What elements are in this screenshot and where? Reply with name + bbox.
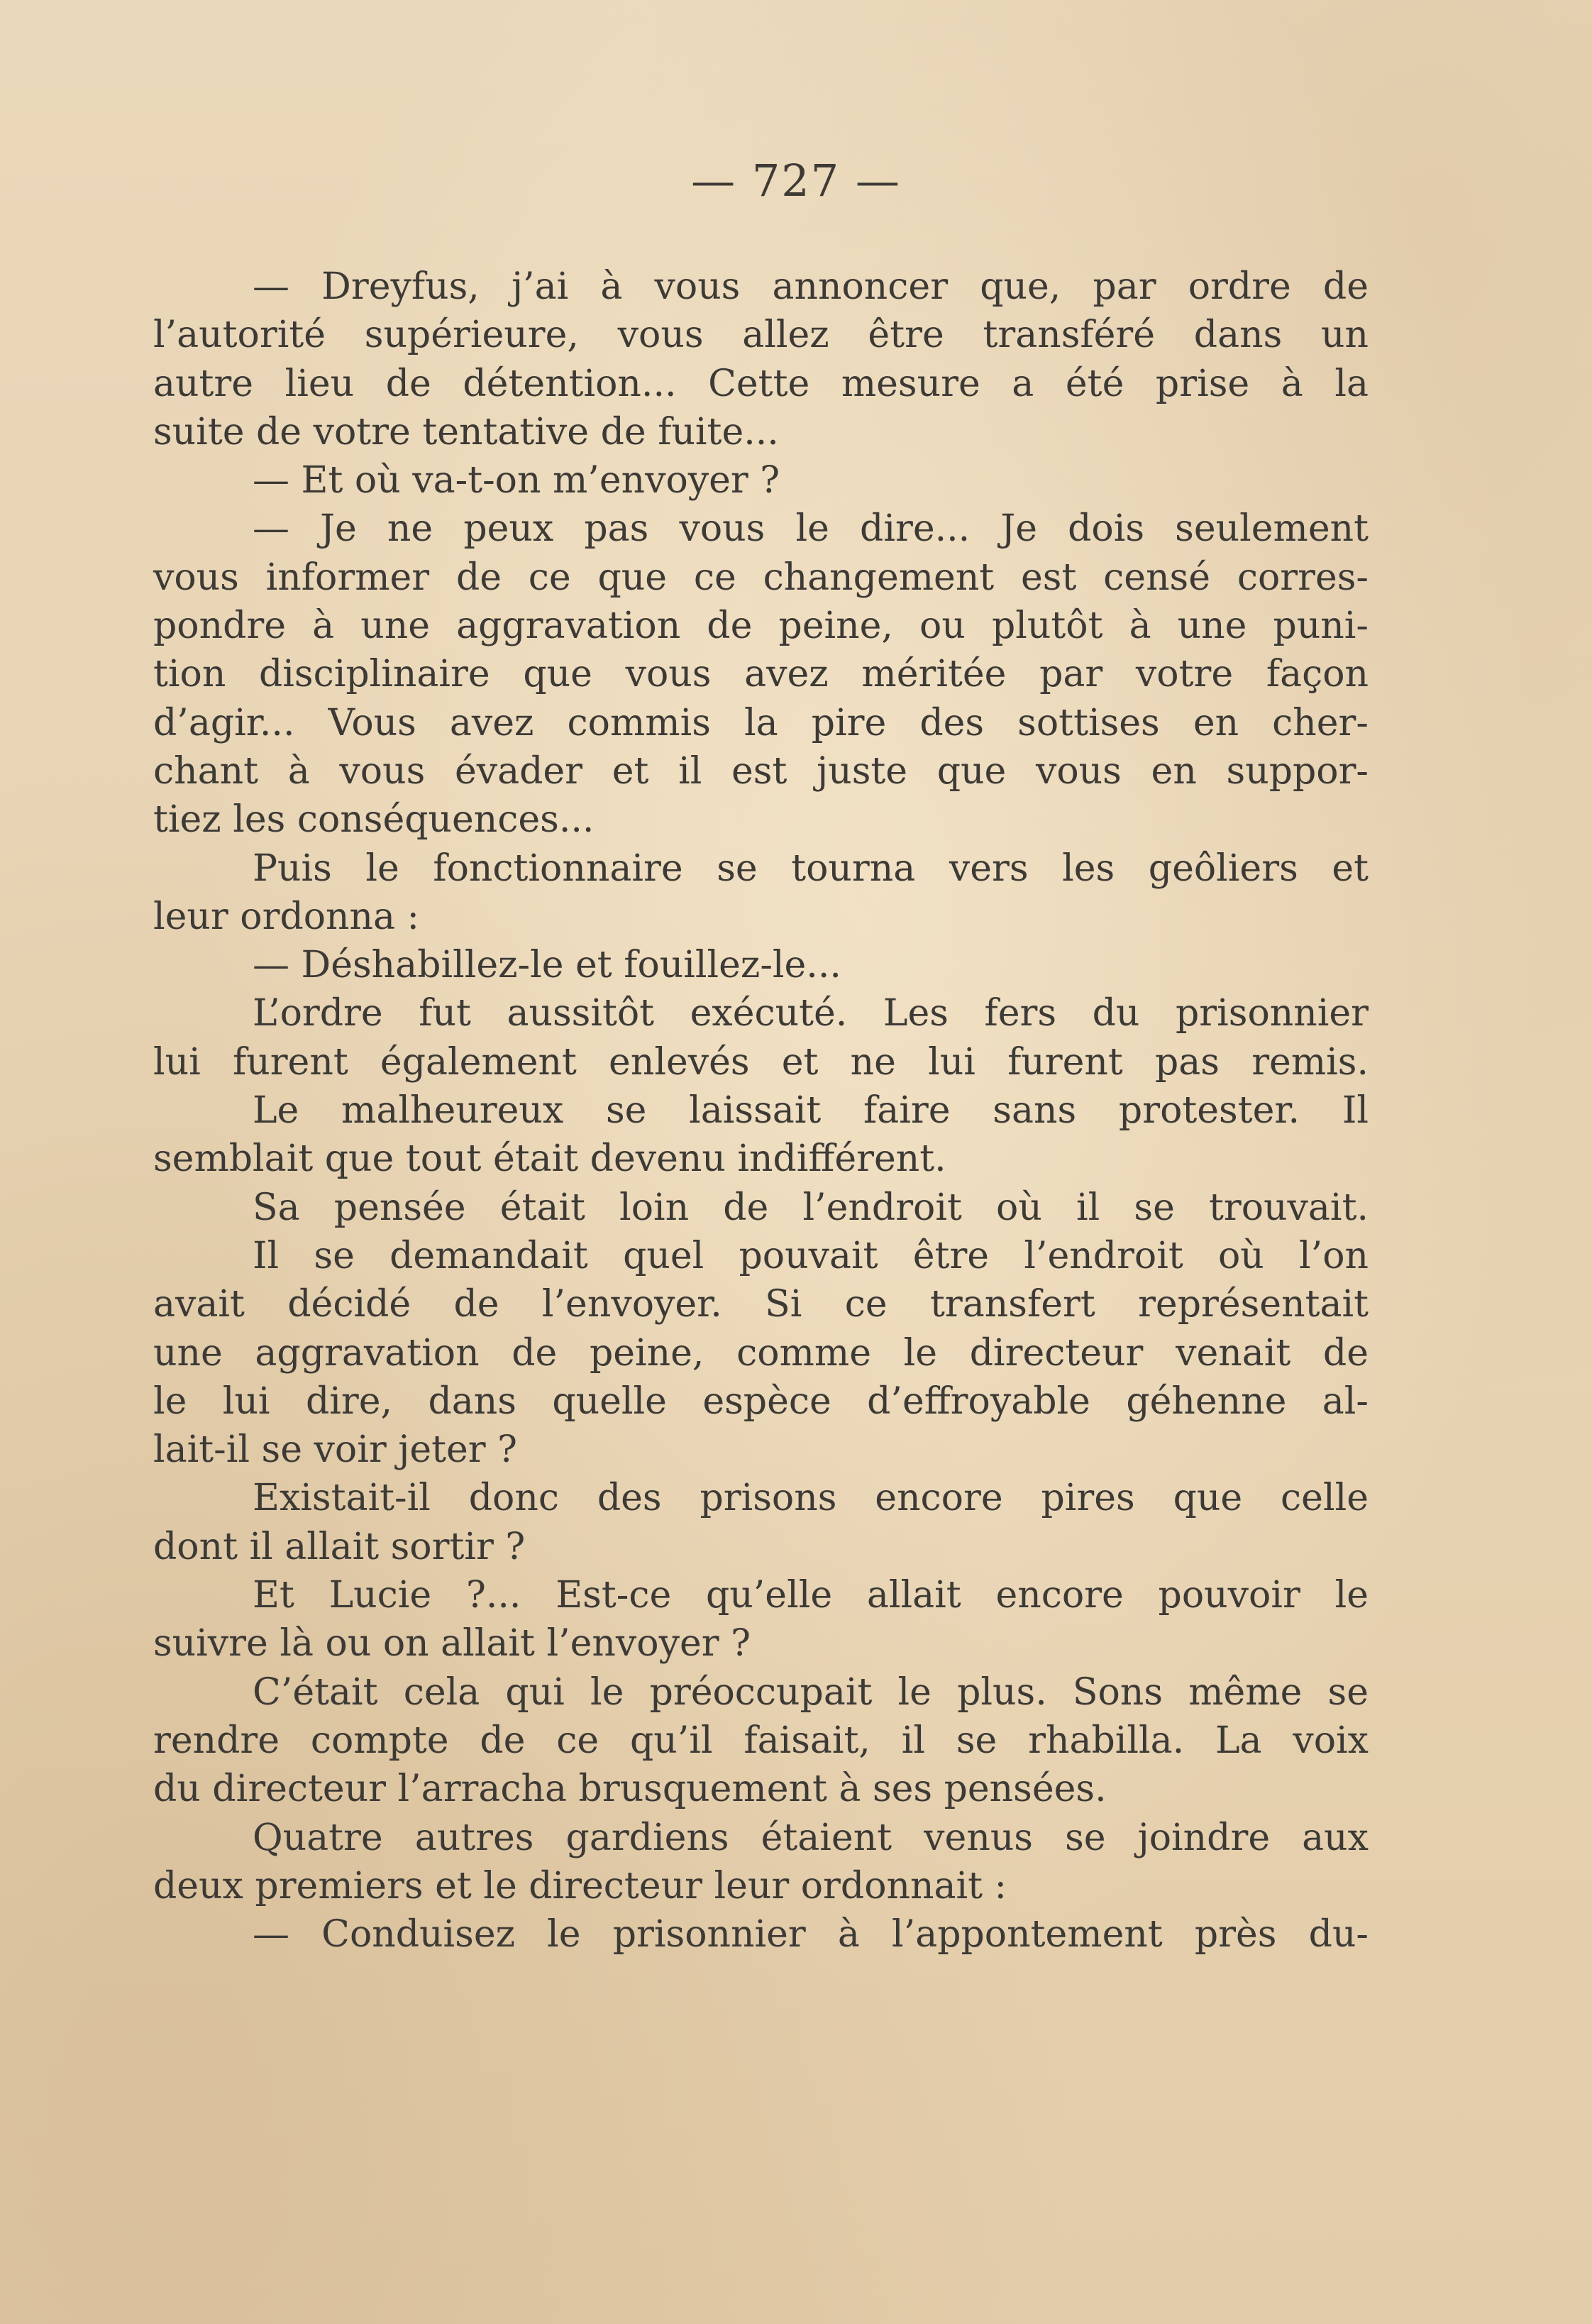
text-line: tiez les conséquences... [153, 798, 595, 842]
text-line: tion disciplinaire que vous avez méritée par votre façon [153, 653, 1369, 696]
text-line: autre lieu de détention... Cette mesure a été prise à la [153, 362, 1369, 405]
text-line: avait décidé de l’envoyer. Si ce transfert représentait [153, 1283, 1369, 1326]
text-line: Il se demandait quel pouvait être l’endroit où l’on [253, 1234, 1369, 1277]
text-line: du directeur l’arracha brusquement à ses pensées. [153, 1768, 1107, 1811]
text-line: une aggravation de peine, comme le directeur venait de [153, 1331, 1369, 1375]
text-line: Existait-il donc des prisons encore pires que celle [253, 1477, 1369, 1520]
text-line: suivre là ou on allait l’envoyer ? [153, 1622, 751, 1665]
text-line: — Je ne peux pas vous le dire... Je dois seulement [253, 507, 1369, 551]
text-line: d’agir... Vous avez commis la pire des sottises en cher- [153, 701, 1369, 744]
text-line: le lui dire, dans quelle espèce d’effroyable géhenne al- [153, 1379, 1369, 1423]
text-line: Puis le fonctionnaire se tourna vers les geôliers et [253, 847, 1369, 890]
body-text [153, 263, 1369, 1959]
text-line: l’autorité supérieure, vous allez être transféré dans un [153, 314, 1369, 357]
text-line: Sa pensée était loin de l’endroit où il se trouvait. [253, 1186, 1369, 1229]
text-line: dont il allait sortir ? [153, 1525, 526, 1568]
text-line: — Déshabillez-le et fouillez-le... [253, 944, 841, 987]
text-line: rendre compte de ce qu’il faisait, il se rhabilla. La voix [153, 1719, 1369, 1762]
text-line: deux premiers et le directeur leur ordonnait : [153, 1864, 1007, 1907]
text-line: vous informer de ce que ce changement est censé corres- [153, 556, 1369, 599]
text-line: suite de votre tentative de fuite... [153, 410, 779, 453]
text-line: semblait que tout était devenu indifférent. [153, 1138, 946, 1181]
text-line: lait-il se voir jeter ? [153, 1428, 518, 1472]
text-line: — Et où va-t-on m’envoyer ? [253, 459, 780, 502]
page-number: — 727 — [691, 155, 901, 206]
text-line: C’était cela qui le préoccupait le plus. Sons même se [253, 1670, 1369, 1714]
text-line: Et Lucie ?... Est-ce qu’elle allait encore pouvoir le [253, 1574, 1369, 1617]
text-line: leur ordonna : [153, 895, 420, 938]
text-line: Le malheureux se laissait faire sans protester. Il [253, 1089, 1369, 1133]
text-line: chant à vous évader et il est juste que vous en suppor- [153, 749, 1369, 793]
text-line: Quatre autres gardiens étaient venus se joindre aux [253, 1816, 1369, 1859]
text-line: pondre à une aggravation de peine, ou plutôt à une puni- [153, 605, 1369, 648]
text-line: lui furent également enlevés et ne lui furent pas remis. [153, 1040, 1369, 1084]
text-line: — Conduisez le prisonnier à l’appontement près du- [253, 1913, 1369, 1956]
text-line: — Dreyfus, j’ai à vous annoncer que, par ordre de [253, 265, 1369, 308]
text-line: L’ordre fut aussitôt exécuté. Les fers du prisonnier [253, 992, 1369, 1035]
